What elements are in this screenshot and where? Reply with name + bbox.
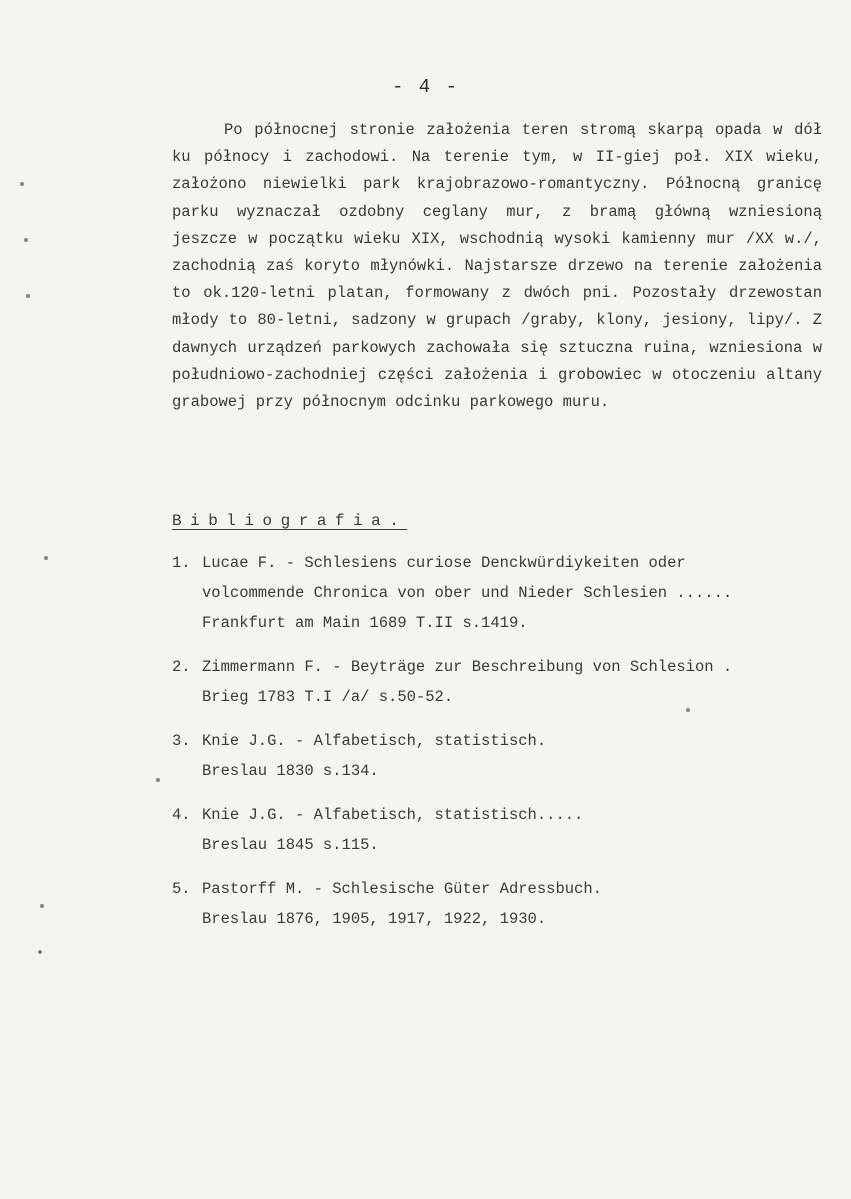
bibliography-entry xyxy=(172,652,812,712)
entry-number: 5. xyxy=(172,880,191,898)
entry-line: Knie J.G. - Alfabetisch, statistisch..... xyxy=(202,806,584,824)
entry-number: 3. xyxy=(172,732,191,750)
entry-line: Knie J.G. - Alfabetisch, statistisch. xyxy=(202,732,547,750)
entry-line: Brieg 1783 T.I /a/ s.50-52. xyxy=(202,688,454,706)
paper-speck xyxy=(686,708,690,712)
entry-line: Zimmermann F. - Beyträge zur Beschreibung von Schlesion . xyxy=(202,658,733,676)
paper-speck xyxy=(26,294,30,298)
paper-speck xyxy=(156,778,160,782)
bibliography-entry xyxy=(172,726,812,786)
bibliography-entry xyxy=(172,548,812,638)
paper-speck xyxy=(44,556,48,560)
entry-line: Breslau 1845 s.115. xyxy=(202,836,379,854)
entry-line: Breslau 1876, 1905, 1917, 1922, 1930. xyxy=(202,910,547,928)
paper-speck xyxy=(40,904,44,908)
paragraph-text: Po północnej stronie założenia teren stromą skarpą opada w dół ku północy i zachodowi. Na terenie tym, w II-giej poł. XIX wieku, założono niewielki park krajobrazowo-romantyczny. Północną granicę parku wyznaczał ozdobny ceglany mur, z bramą główną wzniesioną jeszcze w początku wieku XIX, wschodnią wysoki kamienny mur /XX w./, zachodnią zaś koryto młynówki. Najstarsze drzewo na terenie założenia to ok.120-letni platan, formowany z dwóch pni. Pozostały drzewostan młody to 80-letni, sadzony w grupach /graby, klony, jesiony, lipy/. Z dawnych urządzeń parkowych zachowała się sztuczna ruina, wzniesiona w południowo-zachodniej części założenia i grobowiec w otoczeniu altany grabowej przy północnym odcinku parkowego muru. xyxy=(172,121,822,412)
page-number: - 4 - xyxy=(392,76,460,98)
body-paragraph xyxy=(172,117,822,416)
paper-speck xyxy=(20,182,24,186)
entry-line: Breslau 1830 s.134. xyxy=(202,762,379,780)
entry-line: Lucae F. - Schlesiens curiose Denckwürdiykeiten oder xyxy=(202,554,686,572)
entry-line: Pastorff M. - Schlesische Güter Adressbuch. xyxy=(202,880,602,898)
entry-line: Frankfurt am Main 1689 T.II s.1419. xyxy=(202,614,528,632)
paper-speck xyxy=(38,950,42,954)
paper-speck xyxy=(24,238,28,242)
bibliography-heading: Bibliografia. xyxy=(172,512,408,530)
entry-number: 1. xyxy=(172,554,191,572)
entry-line: volcommende Chronica von ober und Nieder Schlesien ...... xyxy=(202,584,733,602)
bibliography-entry xyxy=(172,800,812,860)
entry-number: 4. xyxy=(172,806,191,824)
entry-number: 2. xyxy=(172,658,191,676)
bibliography-list xyxy=(172,548,812,948)
bibliography-entry xyxy=(172,874,812,934)
